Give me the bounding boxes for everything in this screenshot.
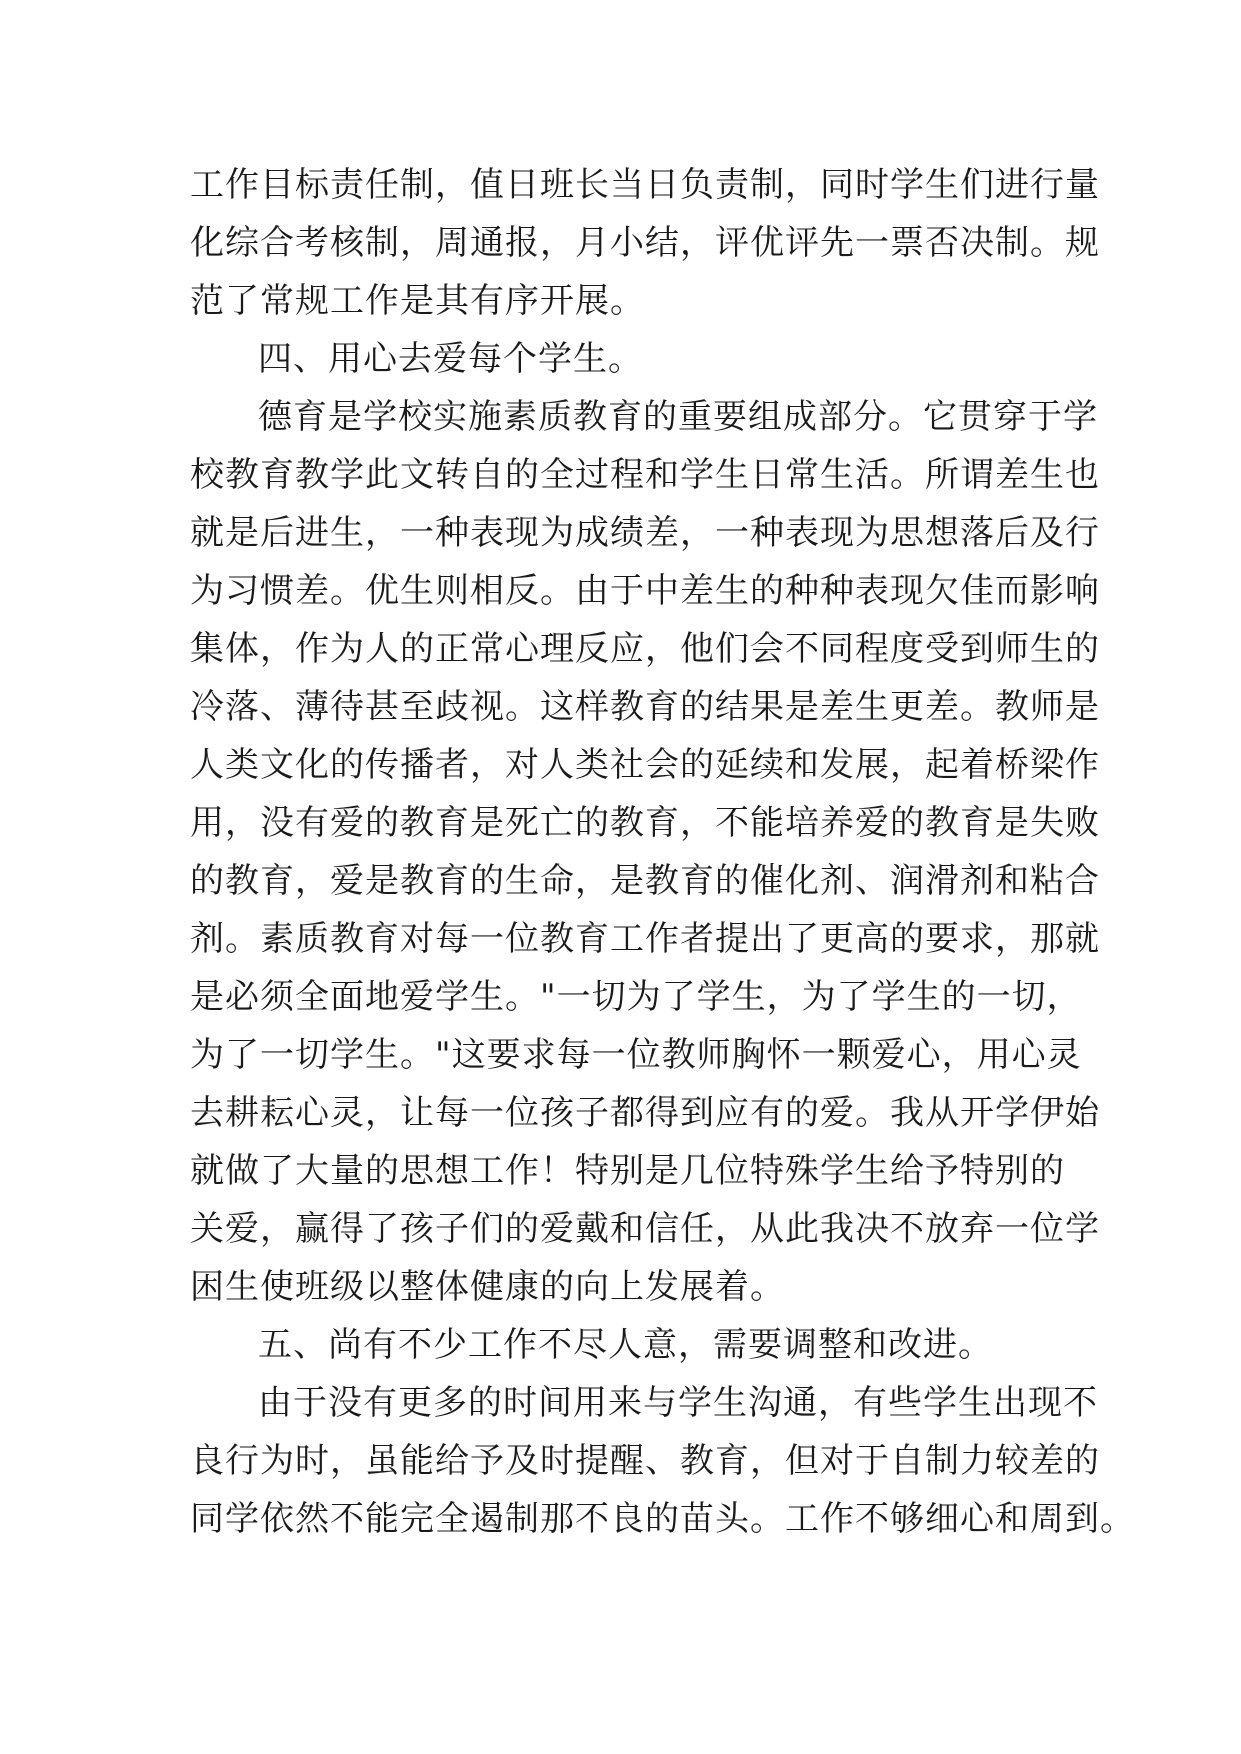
text-line: 同学依然不能完全遏制那不良的苗头。工作不够细心和周到。 <box>190 1499 1135 1539</box>
text-line: 四、用心去爱每个学生。 <box>258 339 643 379</box>
text-line: 人类文化的传播者，对人类社会的延续和发展，起着桥梁作 <box>190 745 1100 785</box>
text-line: 工作目标责任制，值日班长当日负责制，同时学生们进行量 <box>190 165 1100 205</box>
text-line: 剂。素质教育对每一位教育工作者提出了更高的要求，那就 <box>190 919 1100 959</box>
text-line: 就是后进生，一种表现为成绩差，一种表现为思想落后及行 <box>190 513 1100 553</box>
text-line: 困生使班级以整体健康的向上发展着。 <box>190 1267 785 1307</box>
text-line: 关爱，赢得了孩子们的爱戴和信任，从此我决不放弃一位学 <box>190 1209 1100 1249</box>
text-line: 范了常规工作是其有序开展。 <box>190 281 645 321</box>
text-line: 为习惯差。优生则相反。由于中差生的种种表现欠佳而影响 <box>190 571 1100 611</box>
text-line: 去耕耘心灵，让每一位孩子都得到应有的爱。我从开学伊始 <box>190 1093 1100 1133</box>
text-line: 冷落、薄待甚至歧视。这样教育的结果是差生更差。教师是 <box>190 687 1100 727</box>
text-line: 由于没有更多的时间用来与学生沟通，有些学生出现不 <box>258 1383 1098 1423</box>
text-line: 是必须全面地爱学生。"一切为了学生，为了学生的一切， <box>190 977 1082 1017</box>
text-line: 德育是学校实施素质教育的重要组成部分。它贯穿于学 <box>258 397 1098 437</box>
text-line: 用，没有爱的教育是死亡的教育，不能培养爱的教育是失败 <box>190 803 1100 843</box>
text-line: 集体，作为人的正常心理反应，他们会不同程度受到师生的 <box>190 629 1100 669</box>
text-line: 为了一切学生。"这要求每一位教师胸怀一颗爱心，用心灵 <box>190 1035 1082 1075</box>
text-line: 就做了大量的思想工作！特别是几位特殊学生给予特别的 <box>190 1151 1065 1191</box>
text-line: 校教育教学此文转自的全过程和学生日常生活。所谓差生也 <box>190 455 1100 495</box>
text-line: 的教育，爱是教育的生命，是教育的催化剂、润滑剂和粘合 <box>190 861 1100 901</box>
text-line: 良行为时，虽能给予及时提醒、教育，但对于自制力较差的 <box>190 1441 1100 1481</box>
text-line: 五、尚有不少工作不尽人意，需要调整和改进。 <box>258 1325 993 1365</box>
document-page <box>190 156 1135 1548</box>
text-line: 化综合考核制，周通报，月小结，评优评先一票否决制。规 <box>190 223 1100 263</box>
